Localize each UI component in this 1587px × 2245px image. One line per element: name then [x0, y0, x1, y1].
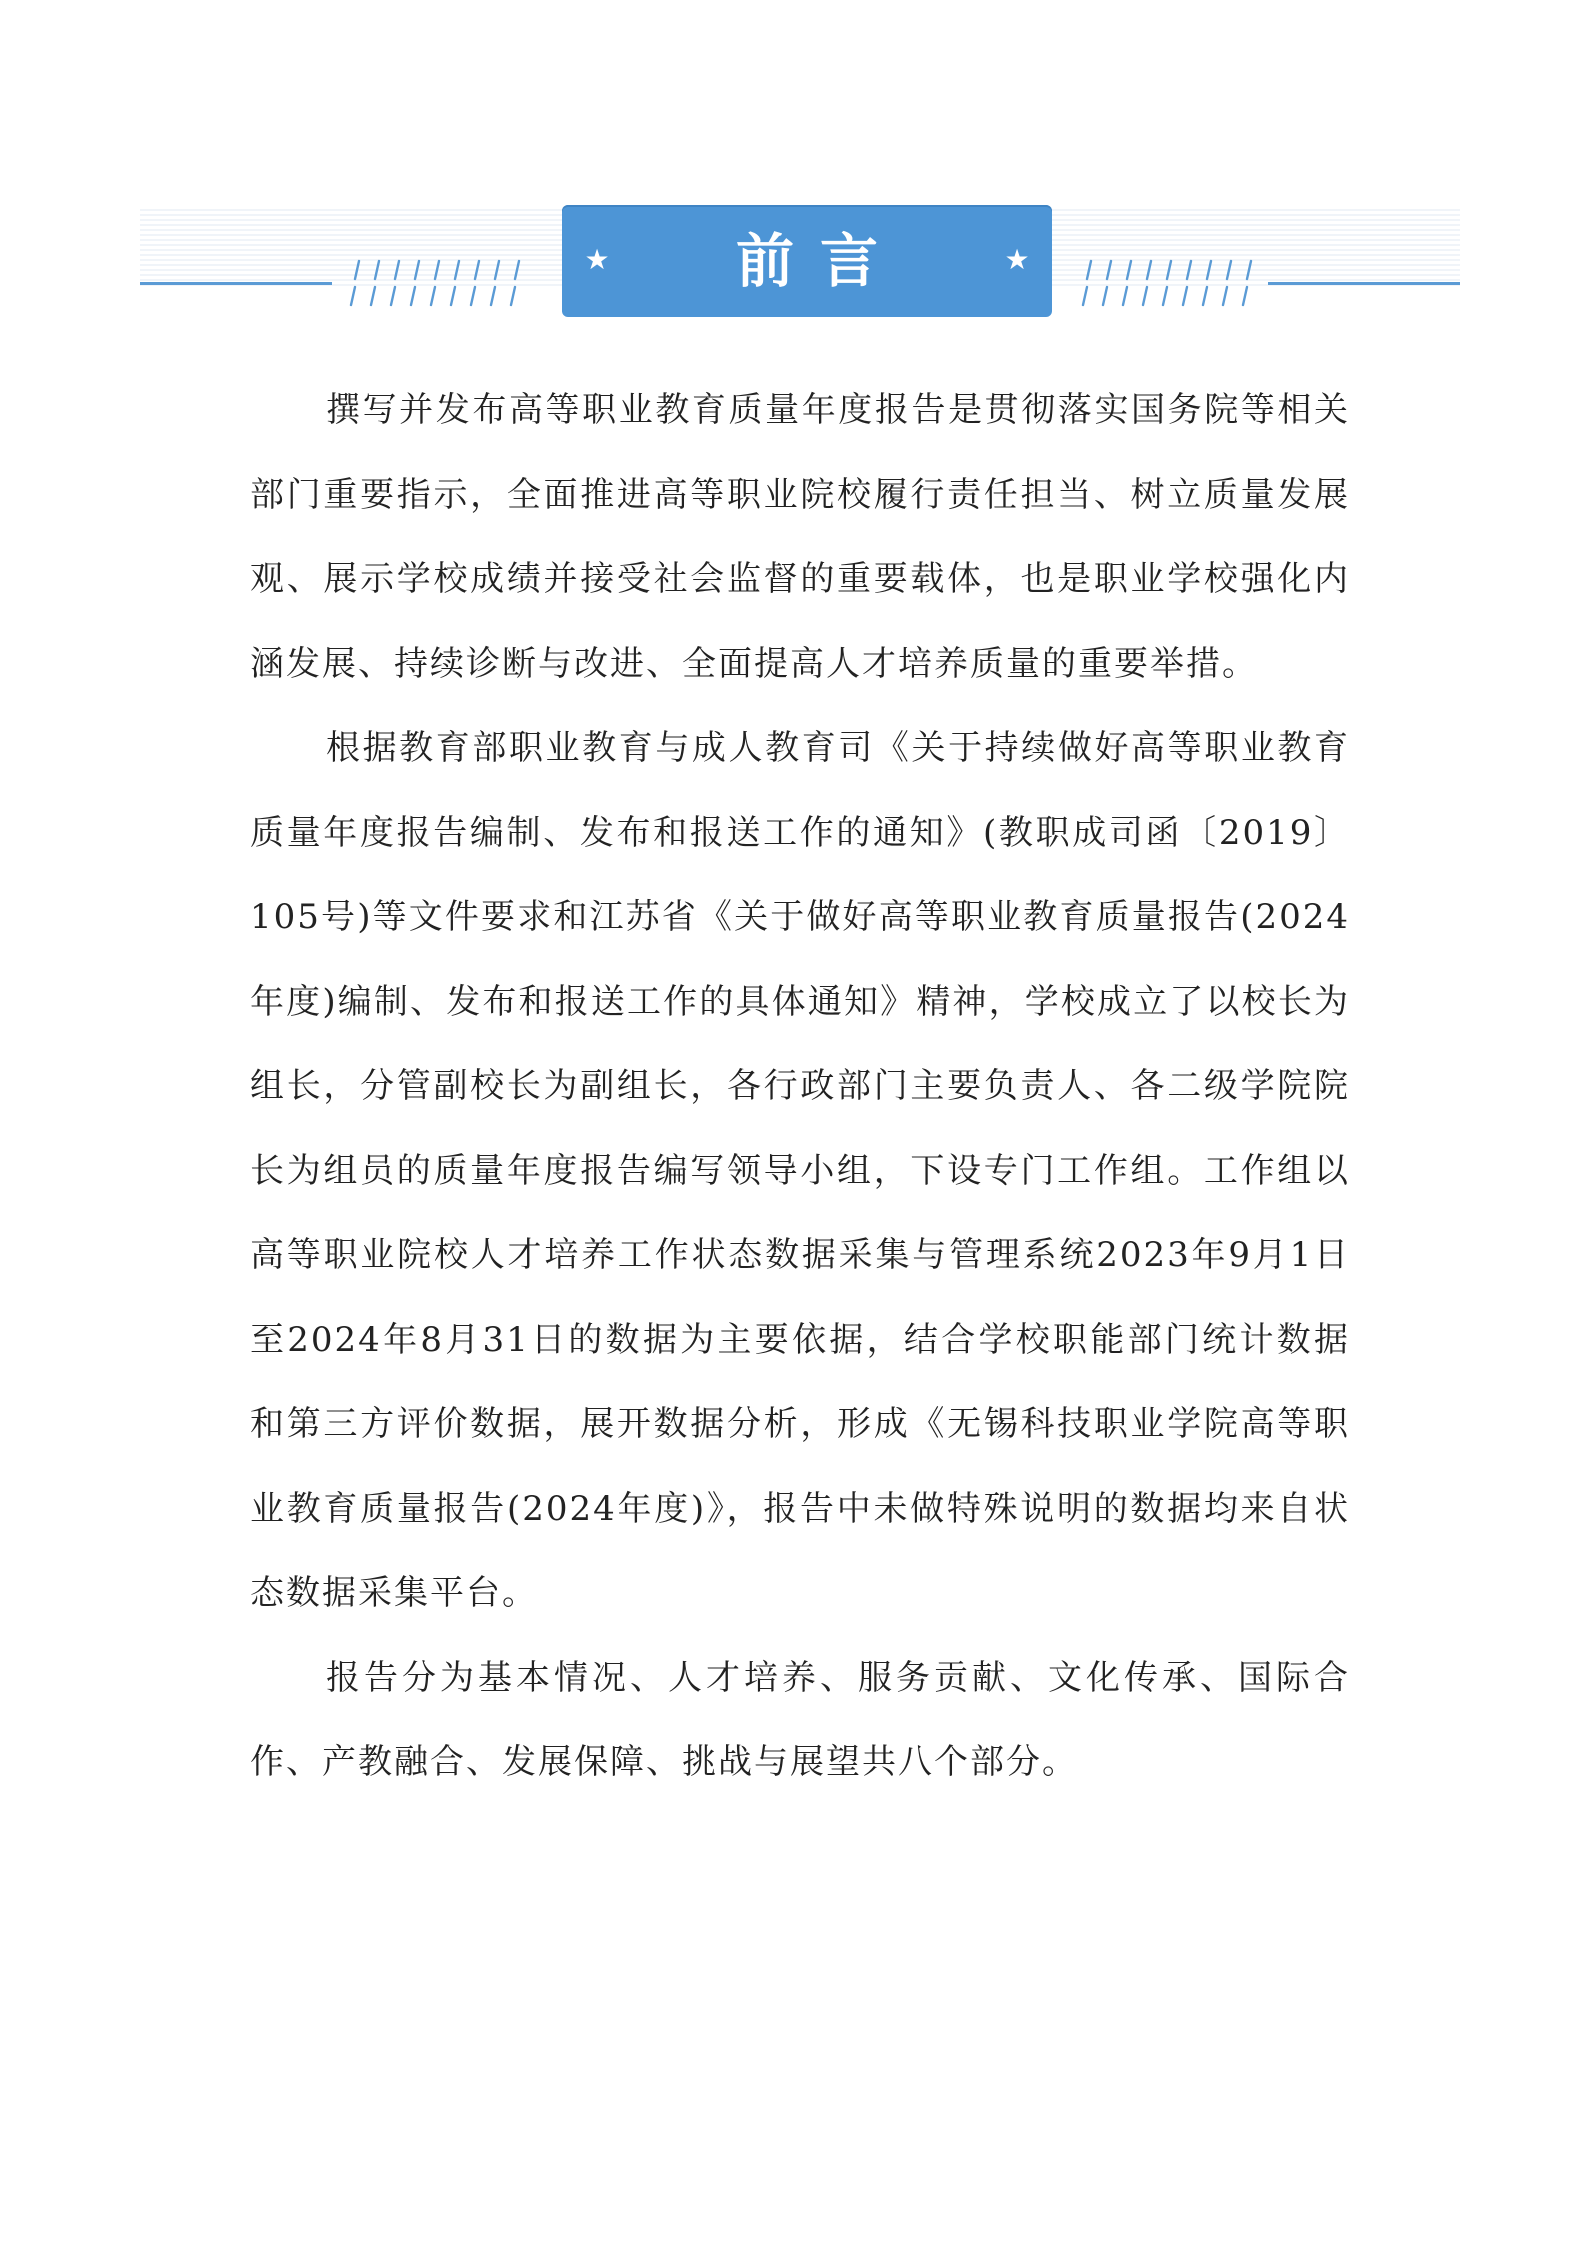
section-header-banner — [140, 205, 1460, 325]
title-box — [562, 205, 1052, 317]
star-icon: ★ — [584, 243, 610, 276]
paragraph-intro: 撰写并发布高等职业教育质量年度报告是贯彻落实国务院等相关部门重要指示，全面推进高等职业院校履行责任担当、树立质量发展观、展示学校成绩并接受社会监督的重要载体，也是职业学校强化内涵发展、持续诊断与改进、全面提高人才培养质量的重要举措。 — [250, 390, 1350, 684]
paragraph-structure: 报告分为基本情况、人才培养、服务贡献、文化传承、国际合作、产教融合、发展保障、挑战与展望共八个部分。 — [250, 1657, 1350, 1782]
body-text — [250, 368, 1350, 1805]
header-left-rule — [140, 282, 332, 285]
page-title: 前言 — [735, 227, 904, 295]
paragraph-basis: 根据教育部职业教育与成人教育司《关于持续做好高等职业教育质量年度报告编制、发布和报送工作的通知》(教职成司函〔2019〕105号)等文件要求和江苏省《关于做好高等职业教育质量报告(2024年度)编制、发布和报送工作的具体通知》精神，学校成立了以校长为组长，分管副校长为副组长，各行政部门主要负责人、各二级学院院长为组员的质量年度报告编写领导小组，下设专门工作组。工作组以高等职业院校人才培养工作状态数据采集与管理系统2023年9月1日至2024年8月31日的数据为主要依据，结合学校职能部门统计数据和第三方评价数据，展开数据分析，形成《无锡科技职业学院高等职业教育质量报告(2024年度)》，报告中未做特殊说明的数据均来自状态数据采集平台。 — [250, 728, 1350, 1613]
star-icon: ★ — [1004, 243, 1030, 276]
left-hatch-decoration — [345, 257, 535, 309]
header-right-rule — [1268, 282, 1460, 285]
right-hatch-decoration — [1073, 257, 1263, 309]
